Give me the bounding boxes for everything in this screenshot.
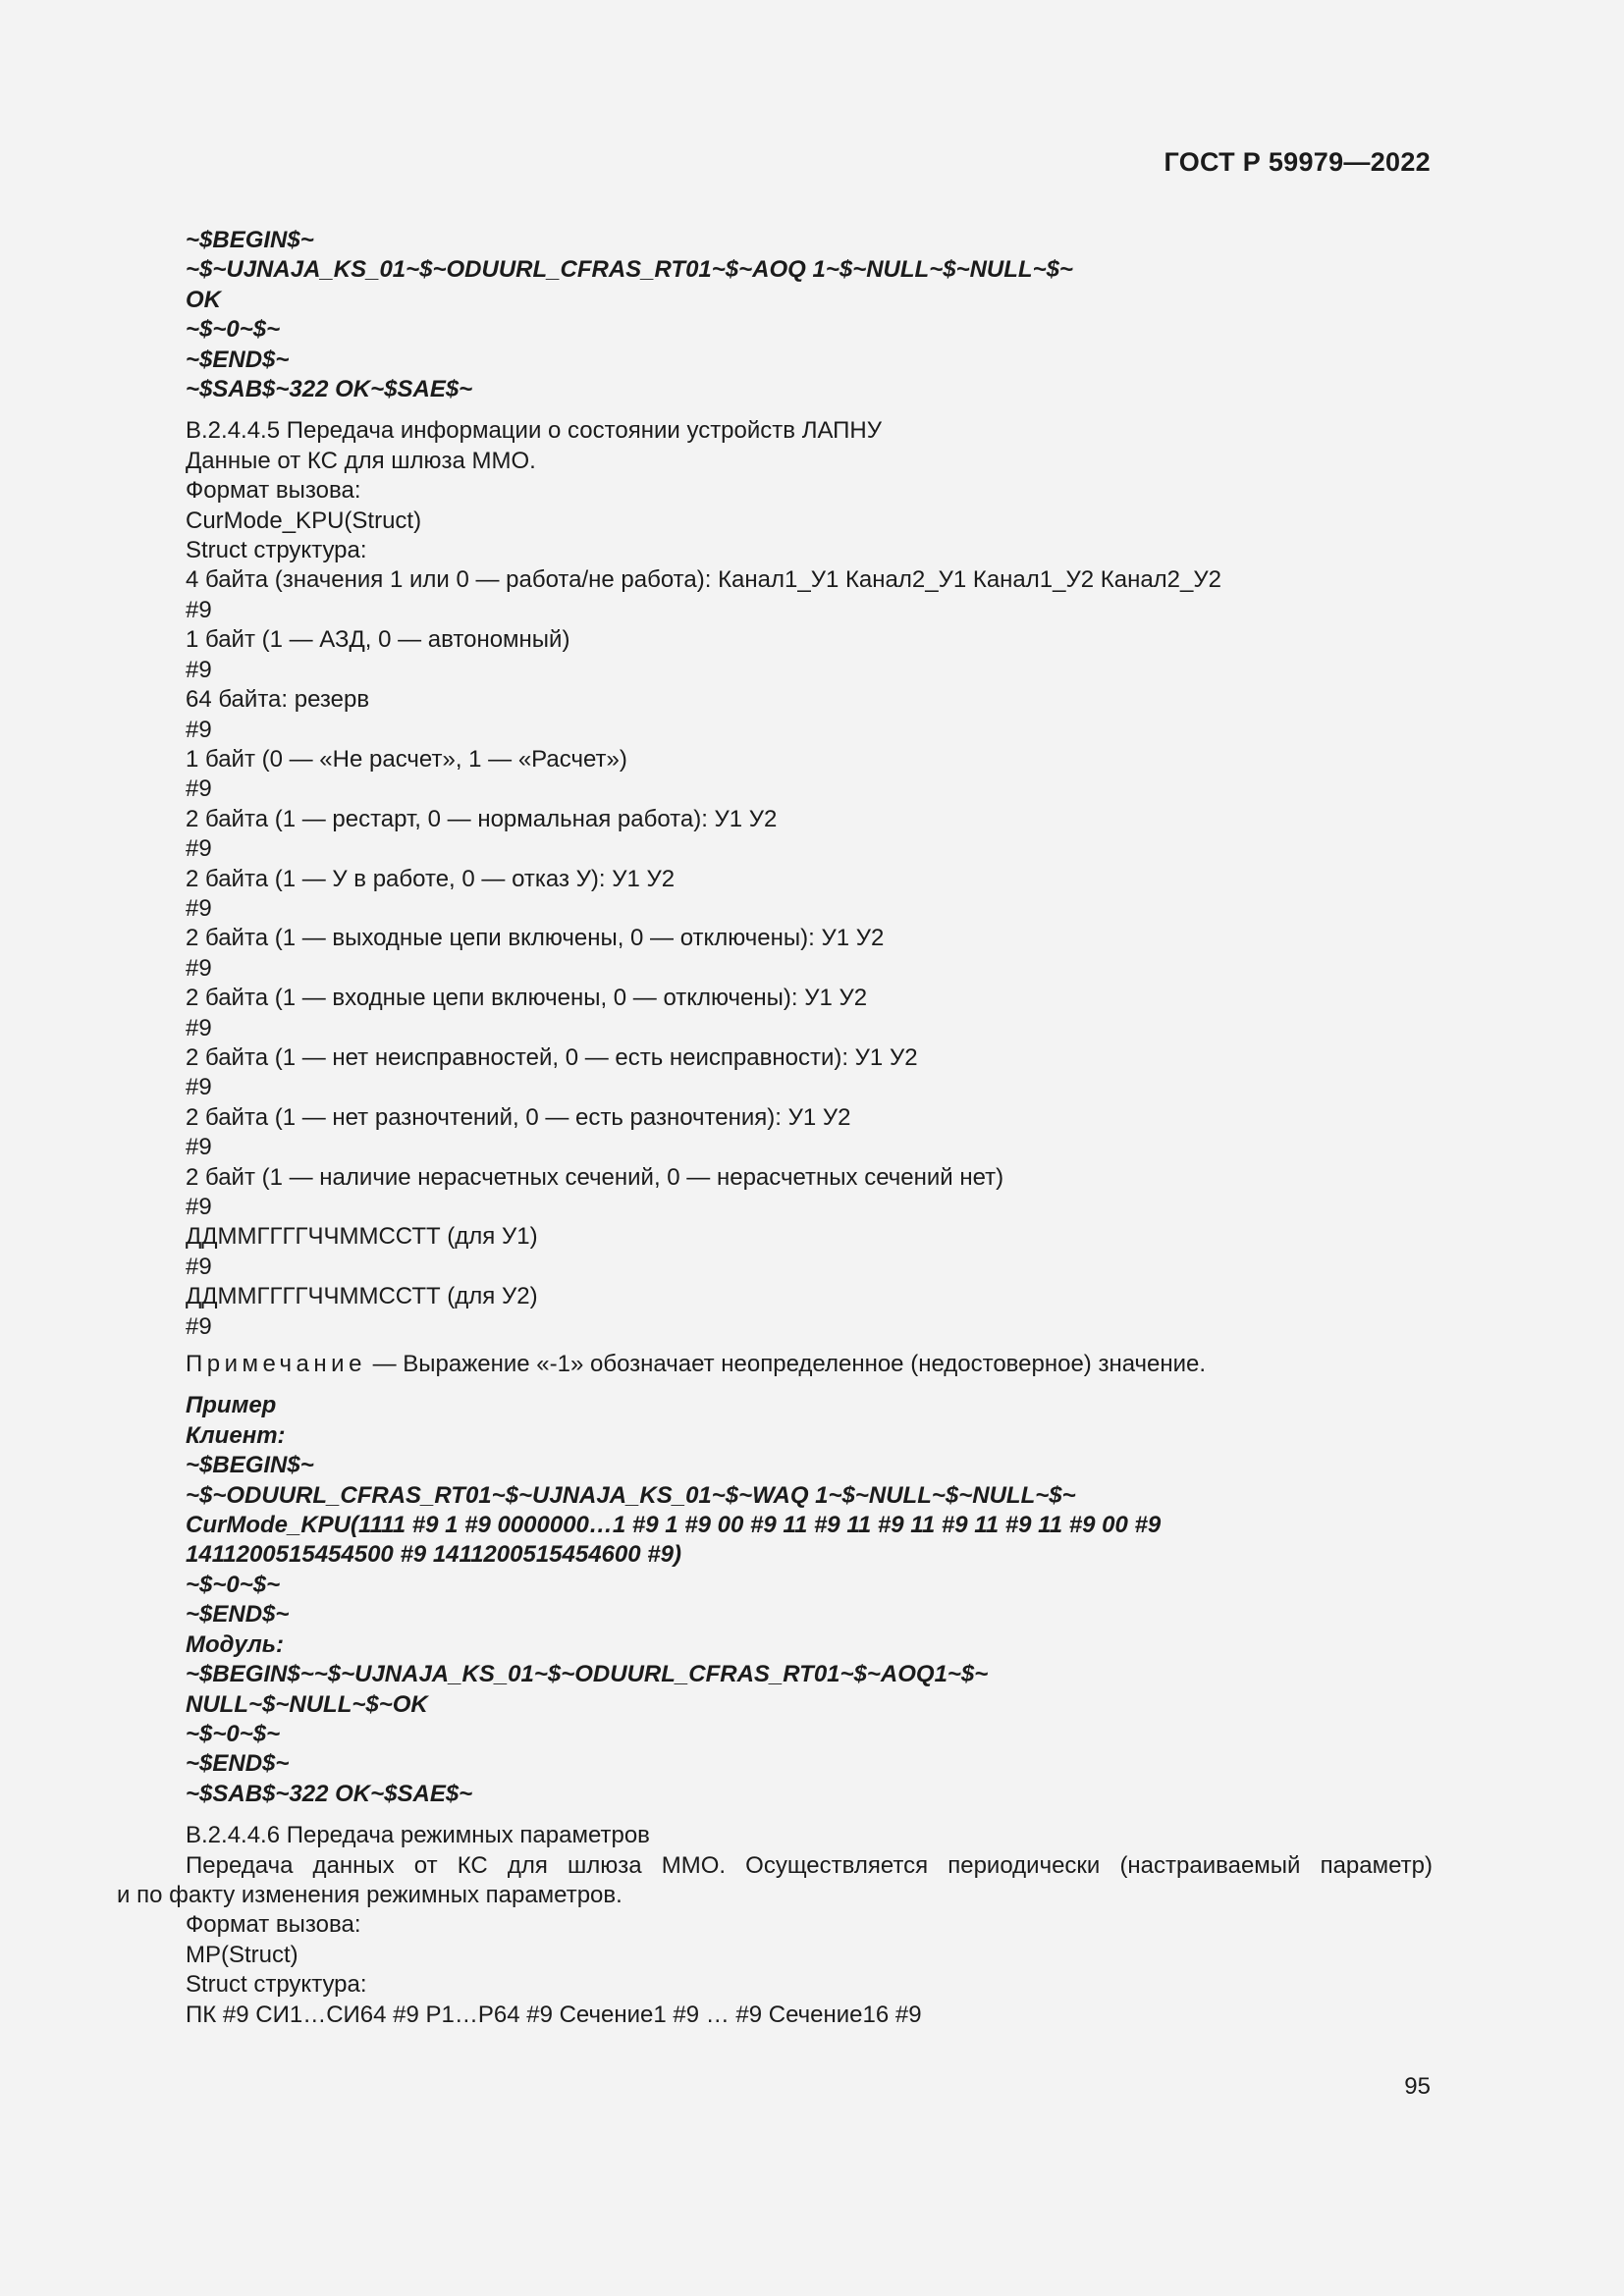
text-line: 2 байт (1 — наличие нерасчетных сечений, 0 — нерасчетных сечений нет) (186, 1163, 1004, 1191)
text-line: #9 (186, 775, 212, 803)
text-line: 2 байта (1 — нет разночтений, 0 — есть разночтения): У1 У2 (186, 1103, 851, 1131)
code-line: Клиент: (186, 1421, 286, 1449)
code-line: Модуль: (186, 1630, 285, 1658)
text-line: #9 (186, 1014, 212, 1041)
code-line: OK (186, 286, 221, 313)
code-block-top (186, 226, 1433, 404)
code-line: ~$~0~$~ (186, 1571, 281, 1598)
code-line: ~$BEGIN$~ (186, 1452, 314, 1479)
text-line: ПК #9 СИ1…СИ64 #9 Р1…Р64 #9 Сечение1 #9 … #9 Сечение16 #9 (186, 2001, 922, 2028)
text-line: #9 (186, 1074, 212, 1101)
text-line: #9 (186, 1134, 212, 1161)
section-heading: В.2.4.4.5 Передача информации о состоянии устройств ЛАПНУ (186, 417, 883, 445)
code-line: ~$END$~ (186, 1750, 290, 1778)
code-line: ~$~0~$~ (186, 316, 281, 344)
text-line: #9 (186, 656, 212, 683)
paragraph-continuation: и по факту изменения режимных параметров. (117, 1881, 623, 1908)
code-line: ~$SAB$~322 OK~$SAE$~ (186, 376, 473, 403)
text-line: 2 байта (1 — рестарт, 0 — нормальная работа): У1 У2 (186, 805, 778, 832)
text-line: Struct структура: (186, 537, 367, 564)
section-b2445 (186, 416, 1433, 1379)
text-line: ДДММГГГГЧЧММССТТ (для У2) (186, 1283, 538, 1310)
text-line: Struct структура: (186, 1971, 367, 1999)
text-line: #9 (186, 1253, 212, 1280)
code-line: ~$~ODUURL_CFRAS_RT01~$~UJNAJA_KS_01~$~WAQ 1~$~NULL~$~NULL~$~ (186, 1481, 1076, 1509)
text-line: 64 байта: резерв (186, 686, 370, 714)
note-label: Примечание (186, 1351, 366, 1378)
code-line: ~$END$~ (186, 1601, 290, 1629)
text-line: #9 (186, 954, 212, 982)
code-line: CurMode_KPU(1111 #9 1 #9 0000000…1 #9 1 #9 00 #9 11 #9 11 #9 11 #9 11 #9 11 #9 00 #9 (186, 1512, 1162, 1539)
code-line: 1411200515454500 #9 1411200515454600 #9) (186, 1541, 681, 1569)
paragraph-first-line: Передача данных от КС для шлюза ММО. Осуществляется периодически (настраиваемый параметр) (186, 1851, 1433, 1879)
text-line: 1 байт (1 — АЗД, 0 — автономный) (186, 626, 570, 654)
text-line: CurMode_KPU(Struct) (186, 507, 422, 534)
text-line: #9 (186, 1312, 212, 1340)
code-line: ~$SAB$~322 OK~$SAE$~ (186, 1780, 473, 1807)
text-line: 2 байта (1 — выходные цепи включены, 0 — отключены): У1 У2 (186, 925, 885, 952)
section-heading: В.2.4.4.6 Передача режимных параметров (186, 1822, 650, 1849)
section-b2446 (117, 1821, 1433, 2030)
example-title: Пример (186, 1392, 277, 1419)
text-line: 2 байта (1 — входные цепи включены, 0 — отключены): У1 У2 (186, 985, 868, 1012)
text-line: Формат вызова: (186, 477, 361, 505)
example-block (186, 1391, 1433, 1809)
text-line: #9 (186, 716, 212, 743)
code-line: ~$~0~$~ (186, 1720, 281, 1747)
code-line: ~$BEGIN$~~$~UJNAJA_KS_01~$~ODUURL_CFRAS_RT01~$~AOQ1~$~ (186, 1661, 989, 1688)
code-line: ~$END$~ (186, 346, 290, 373)
document-header: ГОСТ Р 59979—2022 (1164, 147, 1431, 177)
page-content (117, 226, 1433, 2030)
text-line: ДДММГГГГЧЧММССТТ (для У1) (186, 1223, 538, 1251)
text-line: MP(Struct) (186, 1941, 298, 1968)
text-line: 2 байта (1 — нет неисправностей, 0 — есть неисправности): У1 У2 (186, 1043, 918, 1071)
text-line: Данные от КС для шлюза ММО. (186, 447, 536, 474)
note-text: — Выражение «-1» обозначает неопределенное (недостоверное) значение. (365, 1351, 1207, 1378)
code-line: ~$~UJNAJA_KS_01~$~ODUURL_CFRAS_RT01~$~AOQ 1~$~NULL~$~NULL~$~ (186, 256, 1073, 284)
text-line: #9 (186, 835, 212, 863)
text-line: 4 байта (значения 1 или 0 — работа/не работа): Канал1_У1 Канал2_У1 Канал1_У2 Канал2_У2 (186, 566, 1221, 594)
text-line: #9 (186, 596, 212, 623)
text-line: 2 байта (1 — У в работе, 0 — отказ У): У1 У2 (186, 865, 676, 892)
text-line: #9 (186, 894, 212, 922)
text-line: #9 (186, 1194, 212, 1220)
code-line: NULL~$~NULL~$~OK (186, 1690, 428, 1718)
text-line: 1 байт (0 — «Не расчет», 1 — «Расчет») (186, 745, 627, 773)
note (186, 1350, 1433, 1379)
code-line: ~$BEGIN$~ (186, 227, 314, 253)
text-line: Формат вызова: (186, 1911, 361, 1939)
page-number: 95 (1404, 2073, 1431, 2100)
